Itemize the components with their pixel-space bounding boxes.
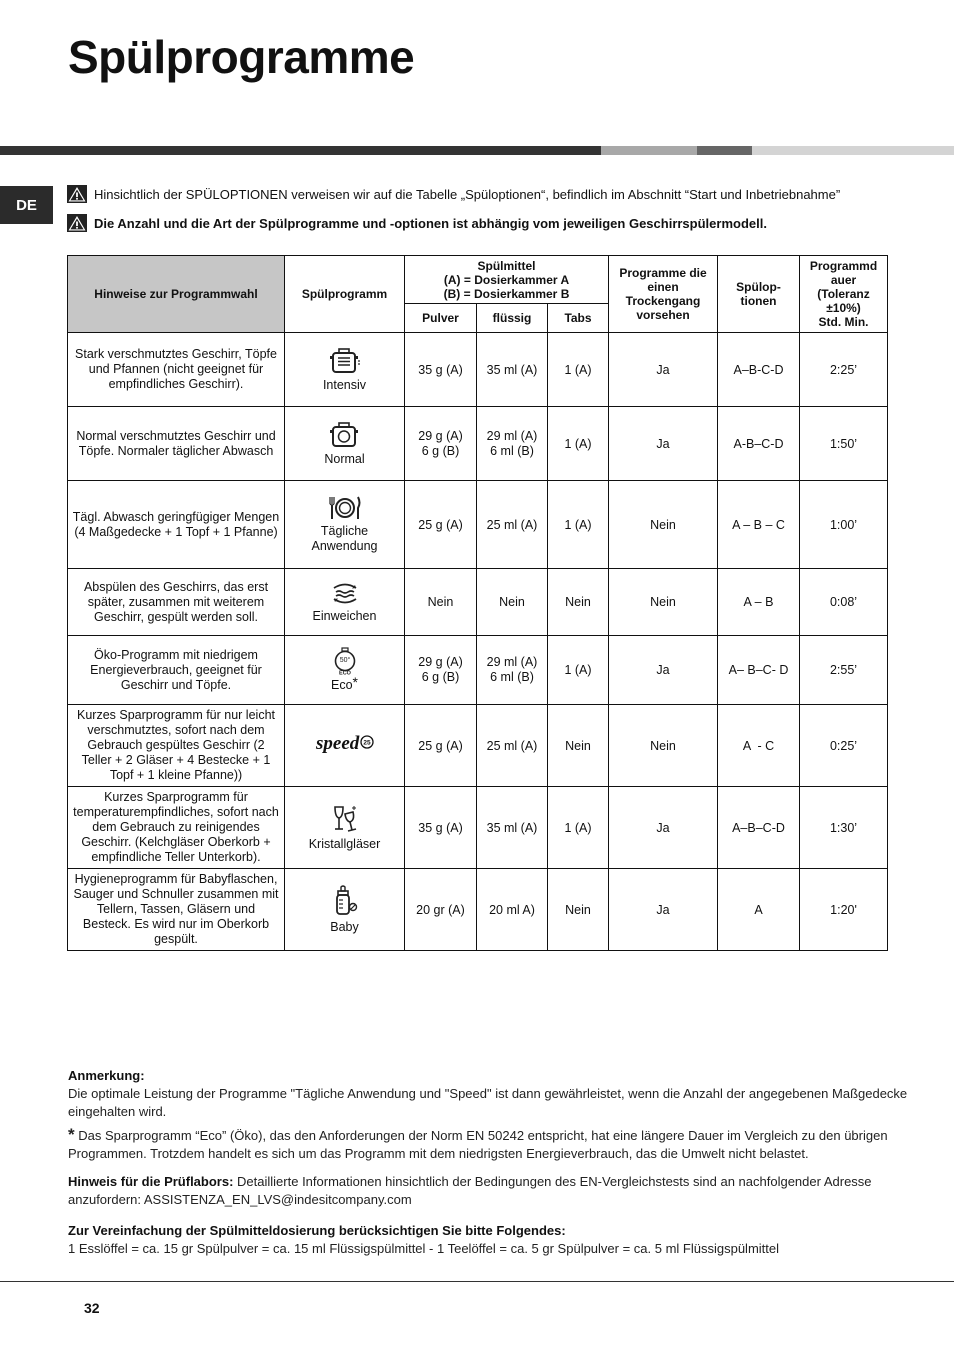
row-drying: Ja	[609, 787, 718, 869]
row-hint: Abspülen des Geschirrs, das erst später, zusammen mit weiterem Geschirr, gespült werden soll.	[68, 569, 285, 636]
row-powder: 29 g (A) 6 g (B)	[405, 407, 477, 481]
row-drying: Nein	[609, 705, 718, 787]
row-program	[285, 569, 405, 636]
table-row	[68, 333, 888, 407]
eco-degrees-label: 50°	[339, 657, 350, 664]
row-options: A–B–C-D	[718, 787, 800, 869]
warning-triangle-icon	[67, 214, 87, 232]
row-duration: 0:08’	[800, 569, 888, 636]
crystal-glasses-icon	[330, 804, 360, 834]
row-duration: 2:25’	[800, 333, 888, 407]
eco-note-star: *	[68, 1125, 75, 1144]
row-options: A – B – C	[718, 481, 800, 569]
row-liquid: 25 ml (A)	[477, 481, 548, 569]
plate-cutlery-icon	[327, 495, 363, 521]
table-row	[68, 869, 888, 951]
normal-pot-icon	[329, 421, 361, 449]
row-tabs: 1 (A)	[548, 407, 609, 481]
remark-title: Anmerkung:	[68, 1068, 145, 1083]
row-powder: 25 g (A)	[405, 705, 477, 787]
program-name: Einweichen	[312, 609, 377, 623]
dosing-note-title: Zur Vereinfachung der Spülmitteldosierung berücksichtigen Sie bitte Folgendes:	[68, 1223, 566, 1238]
row-powder: 35 g (A)	[405, 787, 477, 869]
row-drying: Nein	[609, 569, 718, 636]
page-number: 32	[84, 1300, 100, 1316]
dosing-note	[68, 1222, 908, 1258]
row-liquid: 35 ml (A)	[477, 333, 548, 407]
remark-text: Die optimale Leistung der Programme "Tägliche Anwendung und "Speed" ist dann gewährleistet, wenn die Anzahl der angegebenen Maßgedecke eingehalten wird.	[68, 1086, 908, 1119]
row-tabs: Nein	[548, 569, 609, 636]
row-tabs: 1 (A)	[548, 333, 609, 407]
dosing-note-text: 1 Esslöffel = ca. 15 gr Spülpulver = ca. 15 ml Flüssigspülmittel - 1 Teelöffel = ca. 5 gr Spülpulver = ca. 5 ml Flüssigspülmittel	[68, 1241, 780, 1256]
row-duration: 2:55’	[800, 636, 888, 705]
row-tabs: 1 (A)	[548, 481, 609, 569]
row-powder: 29 g (A) 6 g (B)	[405, 636, 477, 705]
programme-table	[67, 255, 888, 951]
speed-word-label: speed	[315, 733, 359, 754]
row-liquid: 25 ml (A)	[477, 705, 548, 787]
warning-triangle-icon	[67, 185, 87, 203]
header-bar-mid	[697, 146, 752, 155]
table-row	[68, 636, 888, 705]
row-program	[285, 787, 405, 869]
row-duration: 1:30’	[800, 787, 888, 869]
row-duration: 0:25’	[800, 705, 888, 787]
row-tabs: 1 (A)	[548, 787, 609, 869]
lab-note-title: Hinweis für die Prüflabors:	[68, 1174, 234, 1189]
col-header-detergent: Spülmittel (A) = Dosierkammer A (B) = Dosierkammer B	[405, 256, 609, 304]
program-name: Baby	[330, 919, 359, 934]
program-name: Normal	[324, 451, 365, 466]
row-drying: Ja	[609, 869, 718, 951]
row-liquid: 29 ml (A) 6 ml (B)	[477, 636, 548, 705]
row-hint: Öko-Programm mit niedrigem Energieverbrauch, geeignet für Geschirr und Töpfe.	[68, 636, 285, 705]
warning-note-models	[67, 214, 767, 232]
row-options: A - C	[718, 705, 800, 787]
warning-text: Hinsichtlich der SPÜLOPTIONEN verweisen wir auf die Tabelle „Spüloptionen“, befindlich im Abschnitt “Start und Inbetriebnahme”	[94, 186, 841, 202]
col-header-tabs: Tabs	[548, 304, 609, 333]
footer-divider	[0, 1281, 954, 1282]
row-powder: 25 g (A)	[405, 481, 477, 569]
language-tab: DE	[0, 186, 53, 224]
eco-50-icon	[333, 647, 357, 675]
row-program	[285, 636, 405, 705]
eco-note	[68, 1126, 908, 1163]
eco-word-label: ECO	[338, 670, 351, 675]
speed-minutes-label: 25	[362, 739, 371, 747]
row-program	[285, 333, 405, 407]
program-name: Tägliche Anwendung	[311, 524, 378, 553]
program-name-eco	[289, 674, 400, 693]
row-program	[285, 407, 405, 481]
program-name: Intensiv	[322, 377, 367, 392]
row-program	[285, 481, 405, 569]
row-liquid: 20 ml A)	[477, 869, 548, 951]
row-drying: Nein	[609, 481, 718, 569]
row-hint: Hygieneprogramm für Babyflaschen, Sauger und Schnuller zusammen mit Tellern, Tassen, Gläsern und Besteck. Es wird nur im Oberkorb gespült.	[68, 869, 285, 951]
col-header-drying: Programme die einen Trockengang vorsehen	[609, 256, 718, 333]
row-duration: 1:50’	[800, 407, 888, 481]
col-header-program: Spülprogramm	[285, 256, 405, 333]
row-liquid: 29 ml (A) 6 ml (B)	[477, 407, 548, 481]
row-duration: 1:00’	[800, 481, 888, 569]
row-hint: Kurzes Sparprogramm für temperaturempfindliches, sofort nach dem Gebrauch zu reinigendes Geschirr. (Kelchgläser Oberkorb + empfindliche Teller Unterkorb).	[68, 787, 285, 869]
soak-waves-icon	[330, 580, 360, 606]
col-header-options: Spülop- tionen	[718, 256, 800, 333]
row-hint: Kurzes Sparprogramm für nur leicht verschmutztes, sofort nach dem Gebrauch gespültes Geschirr (2 Teller + 2 Gläser + 4 Bestecke + 1 Topf + 1 kleine Pfanne))	[68, 705, 285, 787]
speed-25-icon	[315, 731, 375, 757]
row-options: A-B–C-D	[718, 407, 800, 481]
program-name: Kristallgläser	[308, 836, 381, 851]
col-header-hint: Hinweise zur Programmwahl	[68, 256, 285, 333]
row-program	[285, 869, 405, 951]
table-header-row	[68, 256, 888, 304]
table-row	[68, 481, 888, 569]
header-bar-dark	[0, 146, 601, 155]
row-options: A – B	[718, 569, 800, 636]
row-options: A–B-C-D	[718, 333, 800, 407]
row-program	[285, 705, 405, 787]
intensive-pot-icon	[329, 347, 361, 375]
table-row	[68, 787, 888, 869]
eco-note-text: Das Sparprogramm “Eco” (Öko), das den Anforderungen der Norm EN 50242 entspricht, hat eine längere Dauer im Vergleich zu den übrigen Programmen. Trotzdem handelt es sich um das Programm mit dem niedrigsten Energieverbrauch, das die Umwelt nicht belastet.	[68, 1128, 888, 1161]
row-drying: Ja	[609, 333, 718, 407]
row-drying: Ja	[609, 636, 718, 705]
row-hint: Stark verschmutztes Geschirr, Töpfe und Pfannen (nicht geeignet für empfindliches Geschirr).	[68, 333, 285, 407]
row-hint: Normal verschmutztes Geschirr und Töpfe. Normaler täglicher Abwasch	[68, 407, 285, 481]
row-powder: 35 g (A)	[405, 333, 477, 407]
lab-note	[68, 1173, 908, 1209]
row-options: A	[718, 869, 800, 951]
header-bar-pale	[752, 146, 954, 155]
remark-note	[68, 1067, 908, 1121]
eco-footnote-mark: *	[352, 674, 358, 690]
warning-text: Die Anzahl und die Art der Spülprogramme und -optionen ist abhängig vom jeweiligen Geschirrspülermodell.	[94, 215, 767, 231]
lab-note-text: Detaillierte Informationen hinsichtlich der Bedingungen des EN-Vergleichstests sind an nachfolgender Adresse anzufordern: ASSISTENZA_EN_LVS@indesitcompany.com	[68, 1174, 872, 1207]
row-hint: Tägl. Abwasch geringfügiger Mengen (4 Maßgedecke + 1 Topf + 1 Pfanne)	[68, 481, 285, 569]
row-tabs: 1 (A)	[548, 636, 609, 705]
table-row	[68, 407, 888, 481]
col-header-duration: Programmd auer (Toleranz ±10%) Std. Min.	[800, 256, 888, 333]
row-powder: Nein	[405, 569, 477, 636]
row-liquid: Nein	[477, 569, 548, 636]
row-powder: 20 gr (A)	[405, 869, 477, 951]
table-row	[68, 705, 888, 787]
row-tabs: Nein	[548, 869, 609, 951]
program-name: Eco	[331, 678, 353, 692]
row-liquid: 35 ml (A)	[477, 787, 548, 869]
page-title: Spülprogramme	[68, 31, 415, 83]
header-bar-light	[601, 146, 697, 155]
row-tabs: Nein	[548, 705, 609, 787]
col-header-liquid: flüssig	[477, 304, 548, 333]
row-options: A– B–C- D	[718, 636, 800, 705]
col-header-powder: Pulver	[405, 304, 477, 333]
table-row	[68, 569, 888, 636]
row-drying: Ja	[609, 407, 718, 481]
row-duration: 1:20'	[800, 869, 888, 951]
warning-note-options	[67, 185, 840, 203]
baby-bottle-icon	[331, 885, 359, 917]
